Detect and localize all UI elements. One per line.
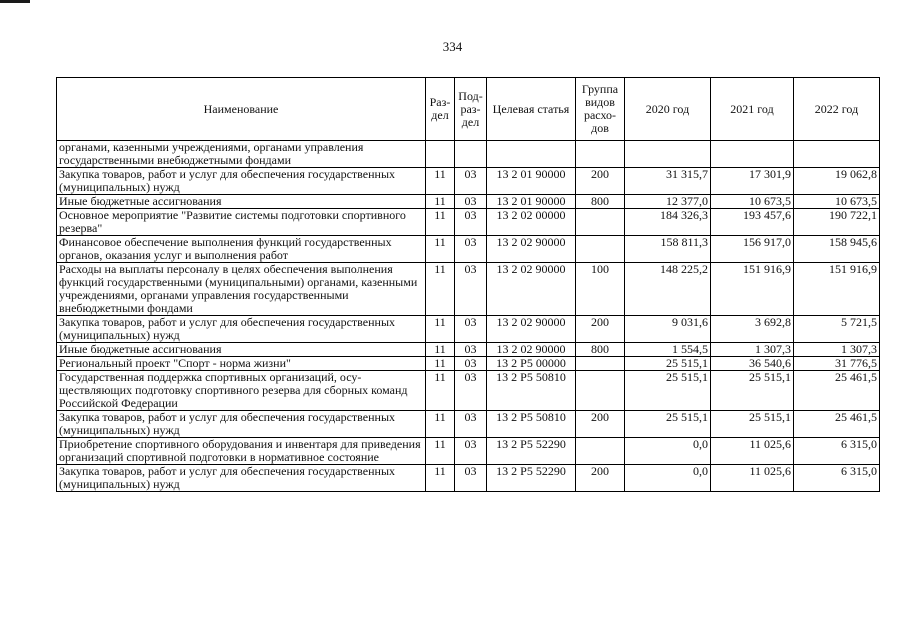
cell-subsection: 03 xyxy=(455,371,487,411)
cell-target: 13 2 P5 00000 xyxy=(487,357,576,371)
cell-2022 xyxy=(794,141,880,168)
cell-group: 800 xyxy=(576,343,625,357)
cell-target: 13 2 02 90000 xyxy=(487,316,576,343)
table-row xyxy=(57,411,880,438)
cell-2022: 6 315,0 xyxy=(794,465,880,492)
cell-2022: 190 722,1 xyxy=(794,209,880,236)
cell-2022: 19 062,8 xyxy=(794,168,880,195)
cell-2021: 25 515,1 xyxy=(711,411,794,438)
page-corner-mark xyxy=(0,0,30,3)
cell-target: 13 2 02 00000 xyxy=(487,209,576,236)
cell-name: Закупка товаров, работ и услуг для обеспечения государственных (муниципальных) нужд xyxy=(57,316,426,343)
cell-name: Расходы на выплаты персоналу в целях обеспечения выполнения функций государственными (муниципальными) органами, казенными учреждениями, органами управления государственными внебюджетными фондами xyxy=(57,263,426,316)
cell-name: Региональный проект "Спорт - норма жизни" xyxy=(57,357,426,371)
column-header-subsection: Под- раз- дел xyxy=(455,78,487,141)
cell-name: Государственная поддержка спортивных организаций, осуществляющих подготовку спортивного резерва для сборных команд Российской Федерации xyxy=(57,371,426,411)
cell-group: 200 xyxy=(576,411,625,438)
cell-2022: 1 307,3 xyxy=(794,343,880,357)
cell-2020: 25 515,1 xyxy=(625,371,711,411)
table-row xyxy=(57,141,880,168)
cell-section: 11 xyxy=(426,195,455,209)
cell-2022: 25 461,5 xyxy=(794,411,880,438)
cell-2021: 17 301,9 xyxy=(711,168,794,195)
table-row xyxy=(57,438,880,465)
cell-group xyxy=(576,209,625,236)
cell-group: 200 xyxy=(576,316,625,343)
cell-section: 11 xyxy=(426,316,455,343)
cell-group xyxy=(576,357,625,371)
budget-table xyxy=(56,77,880,492)
page-number: 334 xyxy=(442,39,463,54)
cell-group xyxy=(576,141,625,168)
cell-2020: 1 554,5 xyxy=(625,343,711,357)
cell-section: 11 xyxy=(426,209,455,236)
cell-2021: 10 673,5 xyxy=(711,195,794,209)
cell-section: 11 xyxy=(426,357,455,371)
cell-target: 13 2 02 90000 xyxy=(487,263,576,316)
cell-target: 13 2 01 90000 xyxy=(487,168,576,195)
cell-2021 xyxy=(711,141,794,168)
cell-target: 13 2 01 90000 xyxy=(487,195,576,209)
table-row xyxy=(57,263,880,316)
cell-name: Закупка товаров, работ и услуг для обеспечения государственных (муниципальных) нужд xyxy=(57,168,426,195)
cell-2022: 31 776,5 xyxy=(794,357,880,371)
cell-section: 11 xyxy=(426,411,455,438)
cell-target: 13 2 P5 52290 xyxy=(487,438,576,465)
cell-2020: 184 326,3 xyxy=(625,209,711,236)
cell-2021: 11 025,6 xyxy=(711,465,794,492)
table-row xyxy=(57,357,880,371)
cell-section xyxy=(426,141,455,168)
cell-subsection xyxy=(455,141,487,168)
cell-subsection: 03 xyxy=(455,411,487,438)
cell-subsection: 03 xyxy=(455,316,487,343)
cell-2020: 31 315,7 xyxy=(625,168,711,195)
cell-2022: 158 945,6 xyxy=(794,236,880,263)
cell-name: Иные бюджетные ассигнования xyxy=(57,195,426,209)
cell-2020 xyxy=(625,141,711,168)
table-row xyxy=(57,168,880,195)
cell-2020: 158 811,3 xyxy=(625,236,711,263)
cell-section: 11 xyxy=(426,343,455,357)
table-row xyxy=(57,195,880,209)
table-row xyxy=(57,236,880,263)
table-row xyxy=(57,343,880,357)
cell-2022: 25 461,5 xyxy=(794,371,880,411)
cell-name: Закупка товаров, работ и услуг для обеспечения государственных (муниципальных) нужд xyxy=(57,411,426,438)
cell-2021: 36 540,6 xyxy=(711,357,794,371)
cell-name: органами, казенными учреждениями, органами управления государственными внебюджетными фондами xyxy=(57,141,426,168)
cell-section: 11 xyxy=(426,465,455,492)
table-row xyxy=(57,316,880,343)
cell-target: 13 2 02 90000 xyxy=(487,236,576,263)
cell-2020: 25 515,1 xyxy=(625,357,711,371)
cell-target: 13 2 P5 50810 xyxy=(487,411,576,438)
cell-2021: 11 025,6 xyxy=(711,438,794,465)
table-header-row xyxy=(57,78,880,141)
cell-2022: 151 916,9 xyxy=(794,263,880,316)
cell-group: 200 xyxy=(576,465,625,492)
cell-target: 13 2 P5 52290 xyxy=(487,465,576,492)
cell-2020: 148 225,2 xyxy=(625,263,711,316)
cell-subsection: 03 xyxy=(455,343,487,357)
table-row xyxy=(57,371,880,411)
column-header-2021: 2021 год xyxy=(711,78,794,141)
cell-name: Приобретение спортивного оборудования и инвентаря для приведения организаций спортивной подготовки в нормативное состояние xyxy=(57,438,426,465)
cell-2021: 1 307,3 xyxy=(711,343,794,357)
cell-2021: 3 692,8 xyxy=(711,316,794,343)
cell-2022: 10 673,5 xyxy=(794,195,880,209)
cell-subsection: 03 xyxy=(455,357,487,371)
cell-2022: 5 721,5 xyxy=(794,316,880,343)
cell-2021: 156 917,0 xyxy=(711,236,794,263)
cell-2020: 0,0 xyxy=(625,465,711,492)
cell-name: Закупка товаров, работ и услуг для обеспечения государственных (муниципальных) нужд xyxy=(57,465,426,492)
table-row xyxy=(57,209,880,236)
cell-2020: 25 515,1 xyxy=(625,411,711,438)
cell-section: 11 xyxy=(426,438,455,465)
cell-group xyxy=(576,236,625,263)
cell-subsection: 03 xyxy=(455,438,487,465)
cell-subsection: 03 xyxy=(455,236,487,263)
cell-group: 100 xyxy=(576,263,625,316)
column-header-group: Группа видов расхо- дов xyxy=(576,78,625,141)
cell-target xyxy=(487,141,576,168)
cell-2021: 151 916,9 xyxy=(711,263,794,316)
cell-subsection: 03 xyxy=(455,195,487,209)
cell-group xyxy=(576,438,625,465)
cell-2020: 9 031,6 xyxy=(625,316,711,343)
cell-section: 11 xyxy=(426,263,455,316)
cell-2020: 12 377,0 xyxy=(625,195,711,209)
column-header-name: Наименование xyxy=(57,78,426,141)
table-body xyxy=(57,141,880,492)
column-header-section: Раз- дел xyxy=(426,78,455,141)
cell-section: 11 xyxy=(426,371,455,411)
cell-name: Основное мероприятие "Развитие системы подготовки спортивного резерва" xyxy=(57,209,426,236)
cell-2022: 6 315,0 xyxy=(794,438,880,465)
cell-subsection: 03 xyxy=(455,209,487,236)
cell-group: 800 xyxy=(576,195,625,209)
column-header-2020: 2020 год xyxy=(625,78,711,141)
cell-2021: 193 457,6 xyxy=(711,209,794,236)
column-header-2022: 2022 год xyxy=(794,78,880,141)
cell-target: 13 2 02 90000 xyxy=(487,343,576,357)
cell-subsection: 03 xyxy=(455,263,487,316)
cell-subsection: 03 xyxy=(455,168,487,195)
cell-group xyxy=(576,371,625,411)
cell-group: 200 xyxy=(576,168,625,195)
cell-2020: 0,0 xyxy=(625,438,711,465)
column-header-target: Целевая статья xyxy=(487,78,576,141)
cell-2021: 25 515,1 xyxy=(711,371,794,411)
cell-name: Иные бюджетные ассигнования xyxy=(57,343,426,357)
cell-section: 11 xyxy=(426,168,455,195)
table-row xyxy=(57,465,880,492)
cell-name: Финансовое обеспечение выполнения функций государственных органов, оказания услуг и выполнения работ xyxy=(57,236,426,263)
cell-subsection: 03 xyxy=(455,465,487,492)
cell-section: 11 xyxy=(426,236,455,263)
cell-target: 13 2 P5 50810 xyxy=(487,371,576,411)
